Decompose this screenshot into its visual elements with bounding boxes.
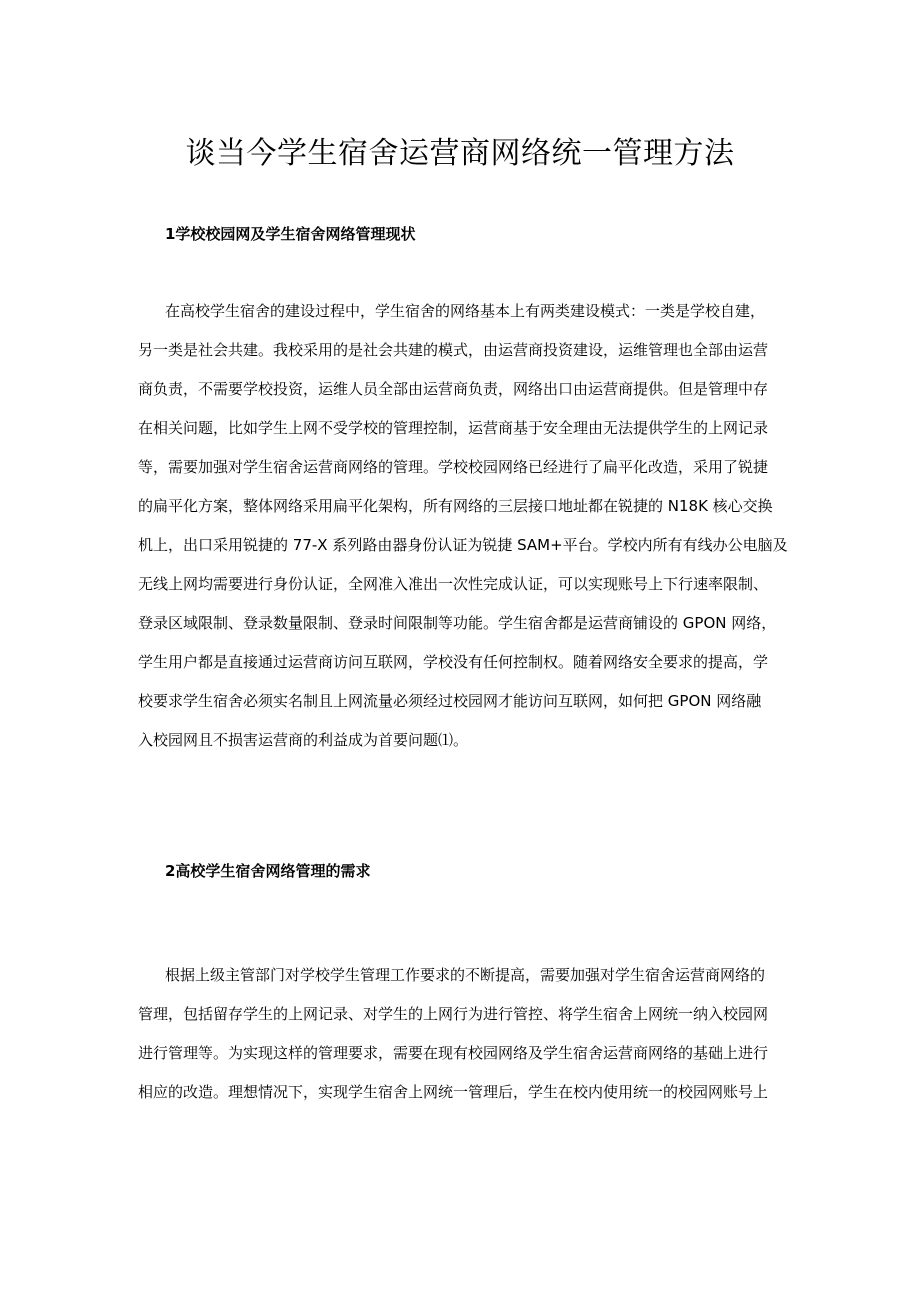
paragraph-line: 管理，包括留存学生的上网记录、对学生的上网行为进行管控、将学生宿舍上网统一纳入校园网 — [138, 1005, 769, 1023]
paragraph-line: 无线上网均需要进行身份认证，全网准入准出一次性完成认证，可以实现账号上下行速率限制、 — [138, 575, 769, 593]
paragraph-line: 另一类是社会共建。我校采用的是社会共建的模式，由运营商投资建设，运维管理也全部由运营 — [138, 341, 769, 359]
section-1-heading: 1学校校园网及学生宿舍网络管理现状 — [165, 225, 416, 243]
paragraph-line: 等，需要加强对学生宿舍运营商网络的管理。学校校园网络已经进行了扁平化改造，采用了锐捷 — [138, 458, 769, 476]
section-2-heading: 2高校学生宿舍网络管理的需求 — [165, 862, 371, 880]
paragraph-line: 机上，出口采用锐捷的 77-X 系列路由器身份认证为锐捷 SAM+平台。学校内所有有线办公电脑及 — [138, 536, 788, 554]
section-1-paragraph — [138, 299, 798, 767]
paragraph-line: 学生用户都是直接通过运营商访问互联网，学校没有任何控制权。随着网络安全要求的提高，学 — [138, 653, 769, 671]
paragraph-line: 进行管理等。为实现这样的管理要求，需要在现有校园网络及学生宿舍运营商网络的基础上进行 — [138, 1044, 769, 1062]
section-2-paragraph — [138, 963, 798, 1119]
document-title: 谈当今学生宿舍运营商网络统一管理方法 — [185, 136, 735, 171]
paragraph-line: 入校园网且不损害运营商的利益成为首要问题⑴。 — [138, 731, 469, 749]
paragraph-line: 的扁平化方案，整体网络采用扁平化架构，所有网络的三层接口地址都在锐捷的 N18K 核心交换 — [138, 497, 773, 515]
paragraph-line: 根据上级主管部门对学校学生管理工作要求的不断提高，需要加强对学生宿舍运营商网络的 — [165, 966, 766, 984]
paragraph-line: 商负责，不需要学校投资，运维人员全部由运营商负责，网络出口由运营商提供。但是管理中存 — [138, 380, 769, 398]
paragraph-line: 相应的改造。理想情况下，实现学生宿舍上网统一管理后，学生在校内使用统一的校园网账号上 — [138, 1083, 769, 1101]
paragraph-line: 在高校学生宿舍的建设过程中，学生宿舍的网络基本上有两类建设模式：一类是学校自建， — [165, 302, 766, 320]
paragraph-line: 登录区域限制、登录数量限制、登录时间限制等功能。学生宿舍都是运营商铺设的 GPON 网络， — [138, 614, 777, 632]
paragraph-line: 在相关问题，比如学生上网不受学校的管理控制，运营商基于安全理由无法提供学生的上网记录 — [138, 419, 769, 437]
paragraph-line: 校要求学生宿舍必须实名制且上网流量必须经过校园网才能访问互联网，如何把 GPON 网络融 — [138, 692, 762, 710]
